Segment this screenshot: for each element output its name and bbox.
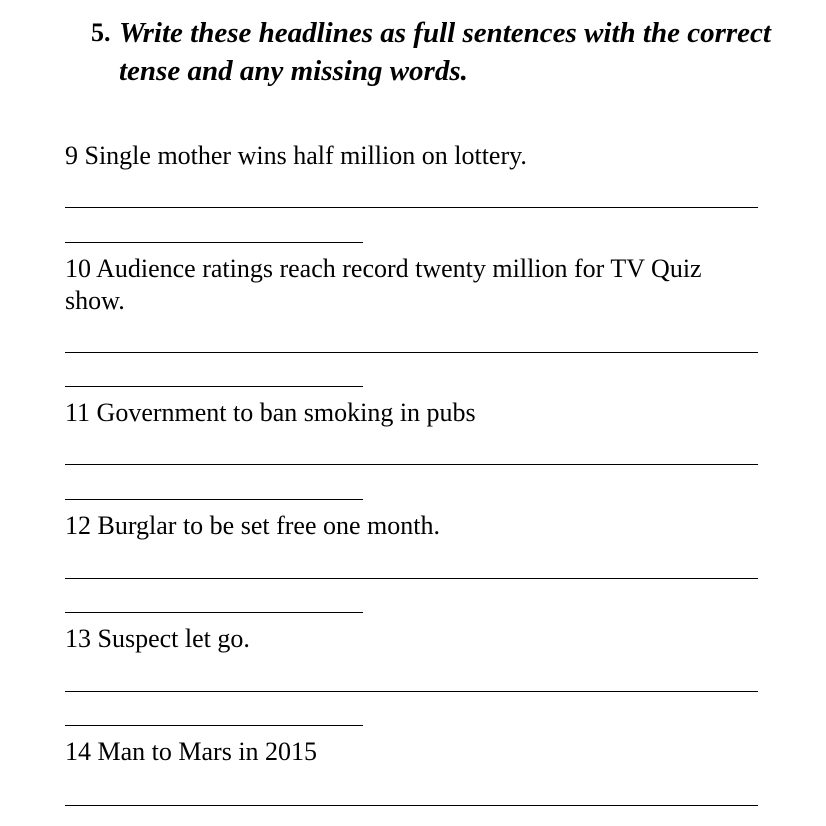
headline-item-12 [65, 510, 765, 542]
answer-line[interactable] [65, 805, 758, 806]
exercise-instruction-text: Write these headlines as full sentences with the correct tense and any missing words. [119, 17, 771, 87]
exercise-number: 5. [91, 18, 111, 47]
headline-number: 11 [65, 398, 91, 427]
headline-text: Suspect let go. [97, 624, 250, 653]
headline-item-13 [65, 623, 765, 655]
headline-item-14 [65, 736, 765, 768]
headline-number: 12 [65, 511, 91, 540]
headline-number: 9 [65, 141, 78, 170]
answer-line[interactable] [65, 612, 363, 613]
headline-text: Audience ratings reach record twenty million for TV Quiz show. [65, 254, 702, 315]
exercise-instruction [91, 14, 791, 90]
headline-text: Single mother wins half million on lottery. [84, 141, 527, 170]
headline-number: 10 [65, 254, 91, 283]
answer-line[interactable] [65, 691, 758, 692]
headline-item-9 [65, 140, 765, 172]
answer-line[interactable] [65, 464, 758, 465]
headline-item-11 [65, 397, 765, 429]
headline-number: 14 [65, 737, 91, 766]
answer-line[interactable] [65, 207, 758, 208]
answer-line[interactable] [65, 242, 363, 243]
headline-text: Man to Mars in 2015 [97, 737, 318, 766]
headline-text: Government to ban smoking in pubs [96, 398, 476, 427]
headline-number: 13 [65, 624, 91, 653]
answer-line[interactable] [65, 578, 758, 579]
answer-line[interactable] [65, 352, 758, 353]
answer-line[interactable] [65, 386, 363, 387]
answer-line[interactable] [65, 499, 363, 500]
answer-line[interactable] [65, 725, 363, 726]
headline-item-10 [65, 253, 765, 317]
headline-text: Burglar to be set free one month. [97, 511, 440, 540]
